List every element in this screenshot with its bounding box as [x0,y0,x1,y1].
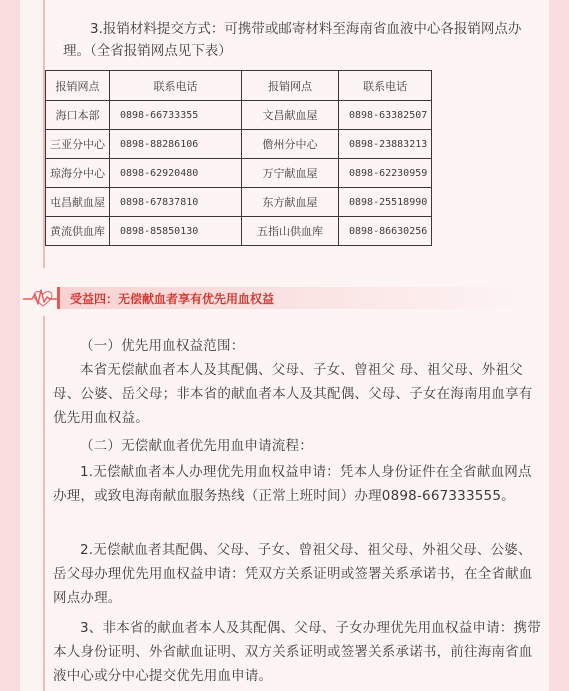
office-name: 海口本部 [46,101,110,130]
office-name: 五指山供血库 [242,217,339,246]
office-phone: 0898-62230959 [339,159,432,188]
para-step-3: 3、非本省的献血者本人及其配偶、父母、子女办理优先用血权益申请：携带本人身份证明、外省献血证明、双方关系证明或签署关系承诺书，前往海南省血液中心或分中心提交优先用血申请。 [53,620,541,684]
table-row [46,188,432,217]
office-name: 琼海分中心 [46,159,110,188]
office-table [45,70,432,246]
intro-paragraph: 3.报销材料提交方式：可携带或邮寄材料至海南省血液中心各报销网点办理。（全省报销网点见下表） [63,21,522,59]
table-header-row [46,71,432,101]
left-decor-band [0,0,20,691]
section-title-bar [57,287,529,309]
office-phone: 0898-66733355 [110,101,242,130]
col-header: 报销网点 [46,71,110,101]
table-row [46,101,432,130]
section-header [23,286,543,310]
right-decor-band [549,0,569,691]
col-header: 报销网点 [242,71,339,101]
office-name: 儋州分中心 [242,130,339,159]
section-title: 受益四：无偿献血者享有优先用血权益 [70,292,275,306]
decor-line-bottom [43,316,45,691]
office-phone: 0898-63382507 [339,101,432,130]
office-phone: 0898-25518990 [339,188,432,217]
office-phone: 0898-85850130 [110,217,242,246]
para-step-2: 2.无偿献血者其配偶、父母、子女、曾祖父母、祖父母、外祖父母、公婆、岳父母办理优先用血权益申请：凭双方关系证明或签署关系承诺书，在全省献血网点办理。 [53,542,533,606]
office-phone: 0898-62920480 [110,159,242,188]
para-process-heading: （二）无偿献血者优先用血申请流程： [80,438,313,454]
office-name: 文昌献血屋 [242,101,339,130]
office-name: 万宁献血屋 [242,159,339,188]
table-row [46,217,432,246]
office-phone: 0898-86630256 [339,217,432,246]
office-name: 东方献血屋 [242,188,339,217]
para-step-1: 1.无偿献血者本人办理优先用血权益申请：凭本人身份证件在全省献血网点办理，或致电海南献血服务热线（正常上班时间）办理0898-667333555。 [53,464,532,504]
col-header: 联系电话 [339,71,432,101]
col-header: 联系电话 [110,71,242,101]
office-phone: 0898-88286106 [110,130,242,159]
para-scope-heading: （一）优先用血权益范围： [80,338,245,354]
table-row [46,159,432,188]
table-row [46,130,432,159]
office-name: 三亚分中心 [46,130,110,159]
office-phone: 0898-23883213 [339,130,432,159]
para-scope-body: 本省无偿献血者本人及其配偶、父母、子女、曾祖父 母、祖父母、外祖父母、公婆、岳父母；非本省的献血者本人及其配偶、父母、子女在海南用血享有优先用血权益。 [53,362,533,426]
office-name: 屯昌献血屋 [46,188,110,217]
office-name: 黄流供血库 [46,217,110,246]
office-phone: 0898-67837810 [110,188,242,217]
